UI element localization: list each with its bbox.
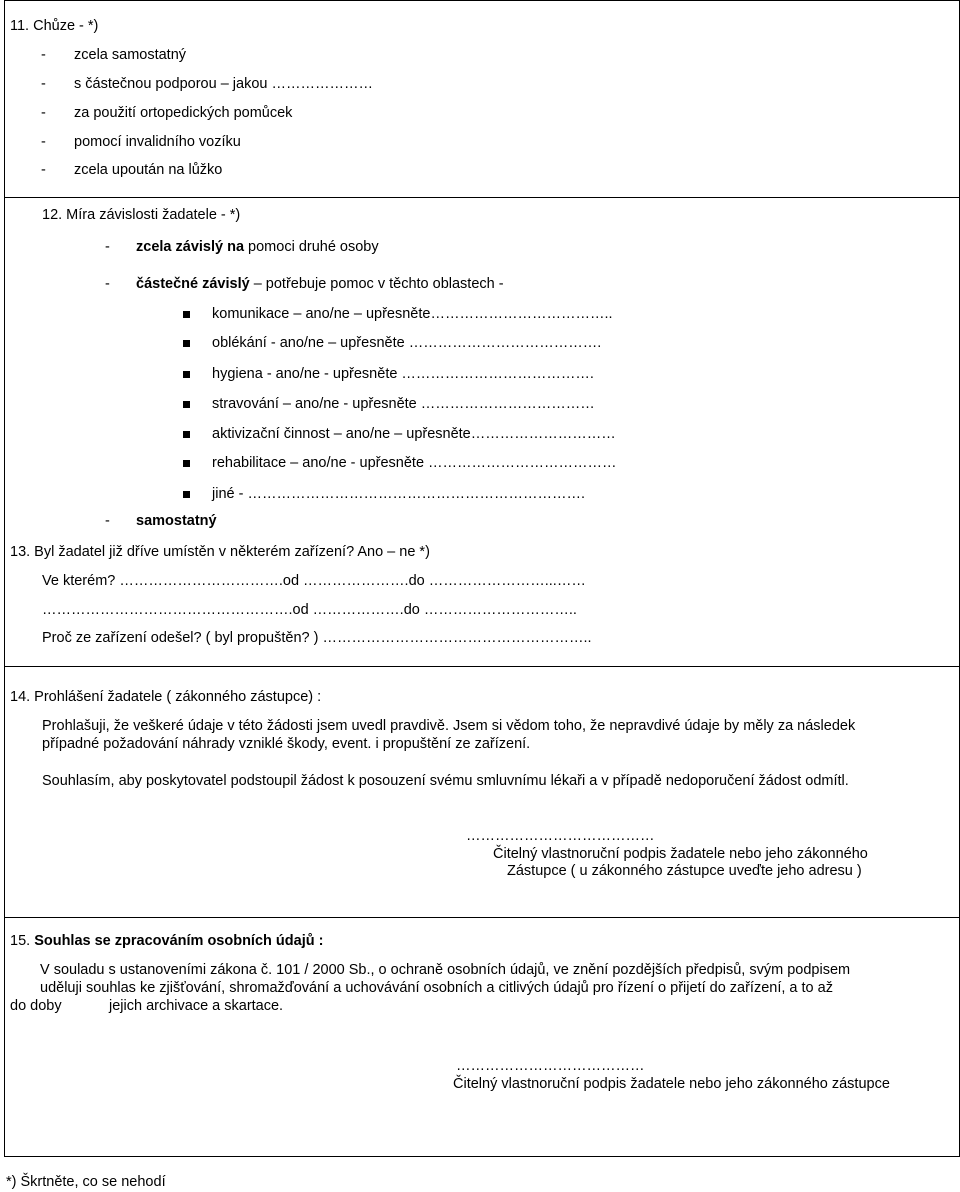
s14-signature-dots: ………………………………… bbox=[466, 828, 655, 844]
s14-signature-line1: Čitelný vlastnoruční podpis žadatele nebo jeho zákonného bbox=[493, 846, 868, 862]
bullet-icon bbox=[183, 491, 190, 498]
bullet-icon bbox=[183, 371, 190, 378]
s12-area: hygiena - ano/ne - upřesněte …………………………………. bbox=[212, 366, 594, 382]
s11-heading: 11. Chůze - *) bbox=[10, 18, 99, 34]
dash: - bbox=[41, 47, 46, 63]
s13-line2: …………………………………………….od ……………….do ………………………….. bbox=[42, 602, 577, 618]
s13-line3: Proč ze zařízení odešel? ( byl propuštěn? ) ……………………………………………….. bbox=[42, 630, 592, 646]
s13-heading: 13. Byl žadatel již dříve umístěn v některém zařízení? Ano – ne *) bbox=[10, 544, 430, 560]
s14-para2: Souhlasím, aby poskytovatel podstoupil žádost k posouzení svému smluvnímu lékaři a v případě nedoporučení žádost odmítl. bbox=[42, 773, 849, 789]
bullet-icon bbox=[183, 401, 190, 408]
dash: - bbox=[105, 276, 110, 292]
s12-self: samostatný bbox=[136, 513, 217, 529]
s12-area: komunikace – ano/ne – upřesněte……………………………….. bbox=[212, 306, 613, 322]
s12-area: rehabilitace – ano/ne - upřesněte ………………………………… bbox=[212, 455, 617, 471]
s14-heading: 14. Prohlášení žadatele ( zákonného zástupce) : bbox=[10, 689, 322, 705]
s12-area: jiné - ……………………………………………………………. bbox=[212, 486, 585, 502]
s12-area: stravování – ano/ne - upřesněte ……………………………… bbox=[212, 396, 595, 412]
dash: - bbox=[41, 76, 46, 92]
s15-line2: uděluji souhlas ke zjišťování, shromažďování a uchovávání osobních a citlivých údajů pro řízení o přijetí do zařízení, a to až bbox=[40, 980, 833, 996]
s15-signature-line: Čitelný vlastnoruční podpis žadatele nebo jeho zákonného zástupce bbox=[453, 1076, 890, 1092]
dash: - bbox=[41, 134, 46, 150]
s11-item: zcela upoután na lůžko bbox=[74, 162, 223, 178]
section-15 bbox=[4, 917, 960, 1157]
bullet-icon bbox=[183, 460, 190, 467]
s12-dep-partial: částečné závislý – potřebuje pomoc v těchto oblastech - bbox=[136, 276, 504, 292]
dash: - bbox=[41, 162, 46, 178]
s15-signature-dots: ………………………………… bbox=[456, 1058, 645, 1074]
s12-area: oblékání - ano/ne – upřesněte …………………………………. bbox=[212, 335, 602, 351]
s15-line1: V souladu s ustanoveními zákona č. 101 / 2000 Sb., o ochraně osobních údajů, ve znění pozdějších předpisů, svým podpisem bbox=[40, 962, 851, 978]
s14-signature-line2: Zástupce ( u zákonného zástupce uveďte jeho adresu ) bbox=[507, 863, 862, 879]
s15-line3b: jejich archivace a skartace. bbox=[109, 998, 284, 1014]
s12-area: aktivizační činnost – ano/ne – upřesněte………………………… bbox=[212, 426, 616, 442]
s12-dep-full: zcela závislý na pomoci druhé osoby bbox=[136, 239, 379, 255]
dash: - bbox=[105, 513, 110, 529]
s11-item: zcela samostatný bbox=[74, 47, 187, 63]
bullet-icon bbox=[183, 311, 190, 318]
dash: - bbox=[105, 239, 110, 255]
s15-heading: 15. Souhlas se zpracováním osobních údajů : bbox=[10, 933, 324, 949]
bullet-icon bbox=[183, 431, 190, 438]
bullet-icon bbox=[183, 340, 190, 347]
s15-line3a: do doby bbox=[10, 998, 62, 1014]
s11-item: pomocí invalidního vozíku bbox=[74, 134, 241, 150]
s12-heading: 12. Míra závislosti žadatele - *) bbox=[42, 207, 241, 223]
s13-line1: Ve kterém? …………………………….od ………………….do ……………………...…… bbox=[42, 573, 586, 589]
dash: - bbox=[41, 105, 46, 121]
s11-item: za použití ortopedických pomůcek bbox=[74, 105, 293, 121]
footnote: *) Škrtněte, co se nehodí bbox=[6, 1174, 166, 1190]
s11-item: s částečnou podporou – jakou ………………… bbox=[74, 76, 373, 92]
s14-para1-cont: případné požadování náhrady vzniklé škody, event. i propuštění ze zařízení. bbox=[42, 736, 531, 752]
s14-para1: Prohlašuji, že veškeré údaje v této žádosti jsem uvedl pravdivě. Jsem si vědom toho, že nepravdivé údaje by měly za následek bbox=[42, 718, 856, 734]
